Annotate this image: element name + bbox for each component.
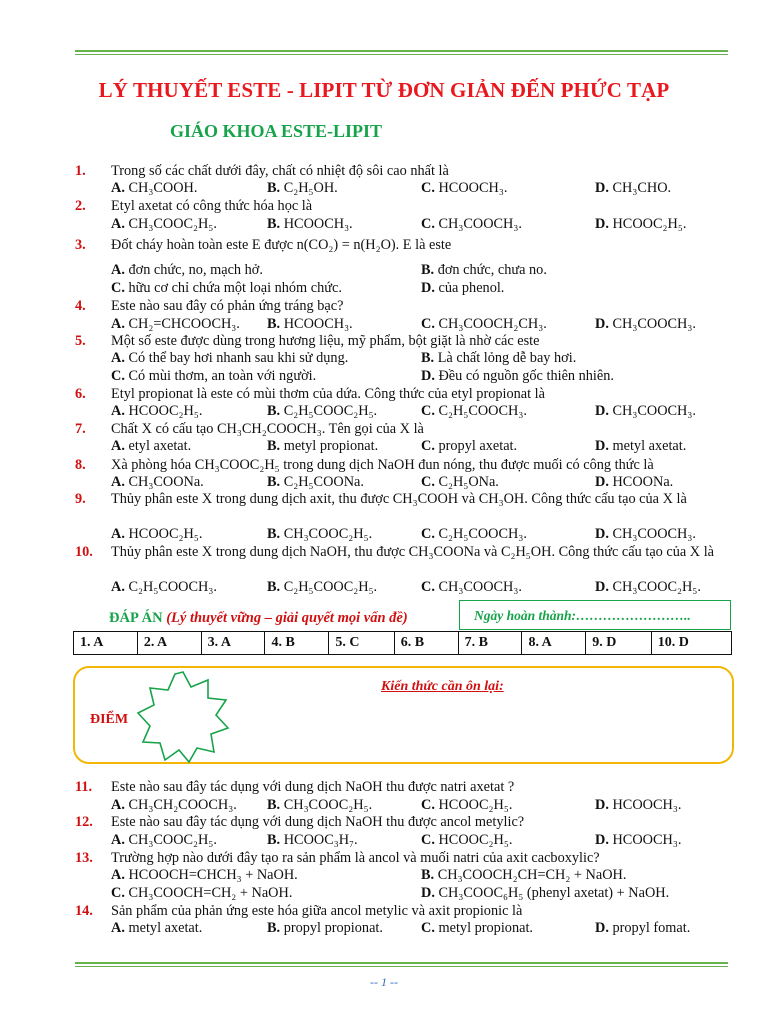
question-number: 1. xyxy=(75,163,86,179)
question-number: 9. xyxy=(75,491,86,507)
option-b: B. C₂H₅COONa. xyxy=(267,474,364,490)
question-stem: Trường hợp nào dưới đây tạo ra sản phẩm là ancol và muối natri của axit cacboxylic? xyxy=(111,850,600,866)
option-a: A. HCOOC₂H₅. xyxy=(111,526,203,542)
option-a: A. CH₃COOC₂H₅. xyxy=(111,832,217,848)
option-d: D. HCOONa. xyxy=(595,474,674,490)
question-stem: Etyl axetat có công thức hóa học là xyxy=(111,198,313,214)
option-a: A. CH₂=CHCOOCH₃. xyxy=(111,316,240,332)
question-stem: Este nào sau đây có phản ứng tráng bạc? xyxy=(111,298,344,314)
question-number: 14. xyxy=(75,903,93,919)
page-number: -- 1 -- xyxy=(370,975,398,989)
option-c: C. CH₃COOCH₂CH₃. xyxy=(421,316,547,332)
answer-cell: 2. A xyxy=(137,632,201,655)
option-c: C. CH₃COOCH₃. xyxy=(421,579,522,595)
option-a: A. HCOOC₂H₅. xyxy=(111,403,203,419)
option-d: D. HCOOCH₃. xyxy=(595,797,682,813)
option-row xyxy=(111,797,735,815)
option-c: C. HCOOCH₃. xyxy=(421,180,508,196)
option-a: A. C₂H₅COOCH₃. xyxy=(111,579,217,595)
question-stem: Trong số các chất dưới đây, chất có nhiệt độ sôi cao nhất là xyxy=(111,163,449,179)
option-row xyxy=(111,262,735,280)
option-c: C. Có mùi thơm, an toàn với người. xyxy=(111,368,317,384)
option-row xyxy=(111,403,735,421)
option-d: D. Đều có nguồn gốc thiên nhiên. xyxy=(421,368,614,384)
option-row xyxy=(111,920,735,938)
option-d: D. CH₃COOCH₃. xyxy=(595,316,696,332)
question-number: 3. xyxy=(75,237,86,253)
answer-cell: 7. B xyxy=(458,632,522,655)
option-a: A. đơn chức, no, mạch hở. xyxy=(111,262,263,278)
option-row xyxy=(111,180,735,198)
score-label: ĐIỂM xyxy=(90,712,129,727)
option-b: B. đơn chức, chưa no. xyxy=(421,262,547,278)
option-d: D. CH₃CHO. xyxy=(595,180,672,196)
question-number: 8. xyxy=(75,457,86,473)
completion-date-box: Ngày hoàn thành:…………………….. xyxy=(459,600,731,630)
star-badge-icon xyxy=(135,670,231,764)
question-number: 4. xyxy=(75,298,86,314)
option-b: B. propyl propionat. xyxy=(267,920,383,936)
option-d: D. CH₃COOCH₃. xyxy=(595,526,696,542)
option-c: C. HCOOC₂H₅. xyxy=(421,832,513,848)
option-d: D. CH₃COOCH₃. xyxy=(595,403,696,419)
option-row xyxy=(111,350,735,368)
question-stem: Sản phẩm của phản ứng este hóa giữa ancol metylic và axit propionic là xyxy=(111,903,523,919)
option-b: B. C₂H₅OH. xyxy=(267,180,338,196)
option-row xyxy=(111,832,735,850)
option-c: C. C₂H₅ONa. xyxy=(421,474,499,490)
option-d: D. CH₃COOC₆H₅ (phenyl axetat) + NaOH. xyxy=(421,885,670,901)
option-b: B. HCOOC₃H₇. xyxy=(267,832,358,848)
option-a: A. CH₃COOH. xyxy=(111,180,198,196)
option-a: A. CH₃COOC₂H₅. xyxy=(111,216,217,232)
option-c: C. HCOOC₂H₅. xyxy=(421,797,513,813)
option-d: D. metyl axetat. xyxy=(595,438,687,454)
question-number: 12. xyxy=(75,814,93,830)
option-a: A. HCOOCH=CHCH₃ + NaOH. xyxy=(111,867,298,883)
answer-heading: ĐÁP ÁN (Lý thuyết vững – giải quyết mọi vấn đề) xyxy=(109,610,408,626)
option-c: C. C₂H₅COOCH₃. xyxy=(421,403,527,419)
answer-table xyxy=(73,631,732,655)
answer-cell: 3. A xyxy=(201,632,265,655)
option-row xyxy=(111,579,735,597)
option-b: B. HCOOCH₃. xyxy=(267,316,353,332)
question-number: 2. xyxy=(75,198,86,214)
question-stem: Thủy phân este X trong dung dịch NaOH, thu được CH₃COONa và C₂H₅OH. Công thức cấu tạo của X là xyxy=(111,544,715,560)
option-d: D. HCOOC₂H₅. xyxy=(595,216,687,232)
option-b: B. CH₃COOC₂H₅. xyxy=(267,797,373,813)
question-stem: Xà phòng hóa CH₃COOC₂H₅ trong dung dịch NaOH đun nóng, thu được muối có công thức là xyxy=(111,457,654,473)
option-a: A. CH₃COONa. xyxy=(111,474,204,490)
answer-cell: 1. A xyxy=(74,632,138,655)
option-row xyxy=(111,280,735,298)
option-b: B. metyl propionat. xyxy=(267,438,379,454)
option-c: C. hữu cơ chỉ chứa một loại nhóm chức. xyxy=(111,280,342,296)
option-a: A. CH₃CH₂COOCH₃. xyxy=(111,797,237,813)
option-row xyxy=(111,474,735,492)
option-row xyxy=(111,526,735,544)
option-c: C. CH₃COOCH₃. xyxy=(421,216,522,232)
table-row xyxy=(74,632,732,655)
question-number: 7. xyxy=(75,421,86,437)
option-row xyxy=(111,316,735,334)
page-subtitle: GIÁO KHOA ESTE-LIPIT xyxy=(170,121,383,141)
option-d: D. CH₃COOC₂H₅. xyxy=(595,579,701,595)
option-row xyxy=(111,867,735,885)
question-stem: Chất X có cấu tạo CH₃CH₂COOCH₃. Tên gọi của X là xyxy=(111,421,424,437)
option-b: B. C₂H₅COOC₂H₅. xyxy=(267,403,378,419)
question-stem: Một số este được dùng trong hương liệu, mỹ phẩm, bột giặt là nhờ các este xyxy=(111,333,540,349)
answer-cell: 9. D xyxy=(586,632,651,655)
option-d: D. của phenol. xyxy=(421,280,505,296)
option-c: C. C₂H₅COOCH₃. xyxy=(421,526,527,542)
question-stem: Đốt cháy hoàn toàn este E được n(CO₂) = n(H₂O). E là este xyxy=(111,237,452,253)
option-row xyxy=(111,438,735,456)
question-stem: Etyl propionat là este có mùi thơm của dứa. Công thức của etyl propionat là xyxy=(111,386,545,402)
option-b: B. CH₃COOC₂H₅. xyxy=(267,526,373,542)
option-row xyxy=(111,368,735,386)
answer-cell: 6. B xyxy=(394,632,458,655)
option-b: B. HCOOCH₃. xyxy=(267,216,353,232)
question-number: 11. xyxy=(75,779,93,795)
option-b: B. Là chất lỏng dễ bay hơi. xyxy=(421,350,577,366)
option-c: C. metyl propionat. xyxy=(421,920,533,936)
option-b: B. CH₃COOCH₂CH=CH₂ + NaOH. xyxy=(421,867,627,883)
top-divider xyxy=(75,50,728,55)
option-d: D. HCOOCH₃. xyxy=(595,832,682,848)
option-c: C. propyl axetat. xyxy=(421,438,518,454)
option-c: C. CH₃COOCH=CH₂ + NaOH. xyxy=(111,885,293,901)
option-row xyxy=(111,216,735,234)
option-a: A. Có thể bay hơi nhanh sau khi sử dụng. xyxy=(111,350,349,366)
question-stem: Thủy phân este X trong dung dịch axit, thu được CH₃COOH và CH₃OH. Công thức cấu tạo của X là xyxy=(111,491,687,507)
option-d: D. propyl fomat. xyxy=(595,920,691,936)
option-b: B. C₂H₅COOC₂H₅. xyxy=(267,579,378,595)
bottom-divider xyxy=(75,962,728,967)
question-number: 10. xyxy=(75,544,93,560)
option-a: A. etyl axetat. xyxy=(111,438,192,454)
option-a: A. metyl axetat. xyxy=(111,920,203,936)
question-number: 5. xyxy=(75,333,86,349)
answer-cell: 4. B xyxy=(265,632,329,655)
question-stem: Este nào sau đây tác dụng với dung dịch NaOH thu được ancol metylic? xyxy=(111,814,525,830)
answer-cell: 10. D xyxy=(651,632,731,655)
option-row xyxy=(111,885,735,903)
answer-cell: 8. A xyxy=(522,632,586,655)
answer-cell: 5. C xyxy=(329,632,394,655)
review-label: Kiến thức cần ôn lại: xyxy=(381,679,504,694)
question-stem: Este nào sau đây tác dụng với dung dịch NaOH thu được natri axetat ? xyxy=(111,779,515,795)
question-number: 13. xyxy=(75,850,93,866)
question-number: 6. xyxy=(75,386,86,402)
page-title: LÝ THUYẾT ESTE - LIPIT TỪ ĐƠN GIẢN ĐẾN PHỨC TẠP xyxy=(98,78,670,102)
